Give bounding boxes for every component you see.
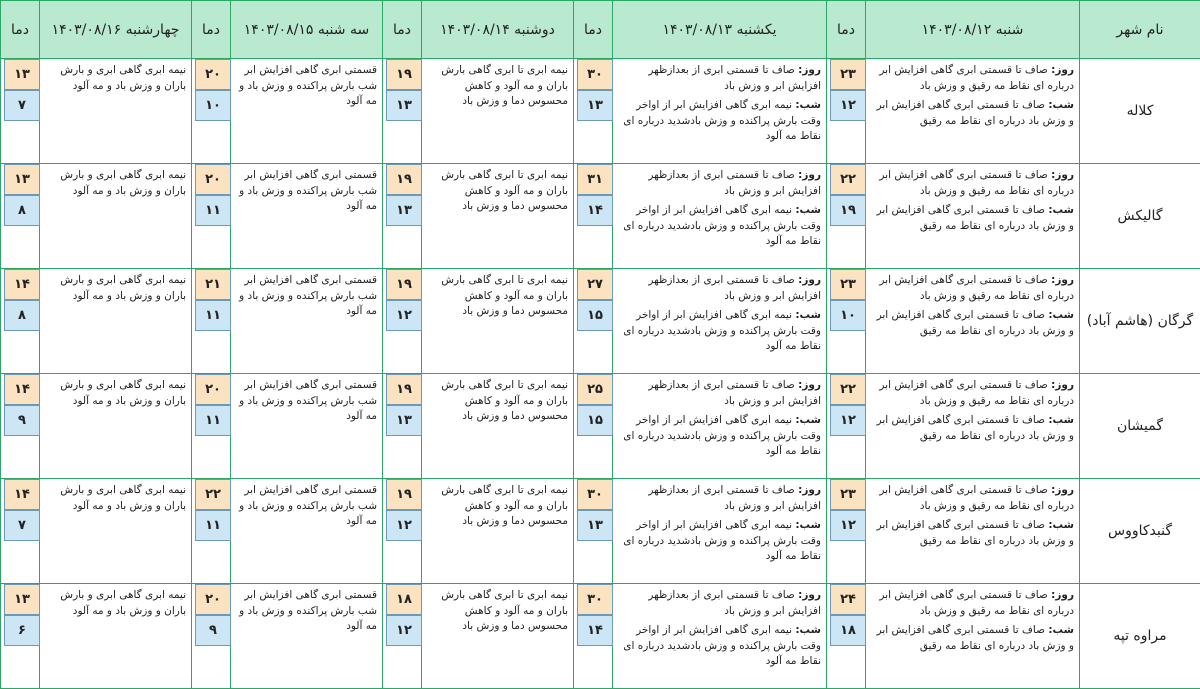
night-forecast [871,413,1074,444]
night-forecast-text: نیمه ابری گاهی افزایش ابر از اواخر وقت بارش پراکنده و وزش بادشدید درباره ای نقاط مه آلود [623,519,821,562]
temperature-cell [192,374,231,479]
min-temperature: ۱۳ [386,90,422,121]
temperature-cell [192,164,231,269]
temperature-cell [383,479,422,584]
day-label: روز: [1051,169,1074,181]
max-temperature: ۱۹ [386,59,422,90]
min-temperature: ۱۴ [577,195,613,226]
temperature-cell [827,59,866,164]
temperature-cell [827,374,866,479]
city-name: گمیشان [1080,374,1200,479]
min-temperature: ۶ [4,615,40,646]
night-forecast [871,98,1074,129]
temperature-cell [827,164,866,269]
min-temperature: ۷ [4,510,40,541]
night-forecast-text: نیمه ابری گاهی افزایش ابر از اواخر وقت بارش پراکنده و وزش بادشدید درباره ای نقاط مه آلود [623,309,821,352]
max-temperature: ۳۰ [577,59,613,90]
city-column-header: نام شهر [1080,1,1200,59]
day-label: روز: [798,64,821,76]
night-forecast [618,413,821,460]
table-row [1,479,1200,584]
temperature-cell [383,59,422,164]
forecast-description-day-5: نیمه ابری گاهی ابری و بارش باران و وزش باد و مه آلود [40,584,192,689]
temperature-cell [574,164,613,269]
forecast-description-day-2 [613,269,827,374]
temperature-cell [1,59,40,164]
night-forecast-text: صاف تا قسمتی ابری گاهی افزایش ابر و وزش باد درباره ای نقاط مه رقیق [877,414,1074,442]
min-temperature: ۱۲ [386,300,422,331]
temperature-cell [574,59,613,164]
max-temperature: ۲۴ [830,584,866,615]
night-label: شب: [795,414,821,426]
day-forecast [618,483,821,514]
min-temperature: ۸ [4,195,40,226]
night-forecast [871,203,1074,234]
min-temperature: ۱۴ [577,615,613,646]
temperature-cell [1,479,40,584]
temperature-cell [1,584,40,689]
forecast-description-day-4: قسمتی ابری گاهی افزایش ابر شب بارش پراکنده و وزش باد و مه آلود [231,374,383,479]
table-row [1,269,1200,374]
min-temperature: ۱۲ [830,510,866,541]
max-temperature: ۲۰ [195,374,231,405]
min-temperature: ۱۱ [195,405,231,436]
table-row [1,374,1200,479]
forecast-description-day-1 [866,269,1080,374]
temp-header: دما [827,1,866,59]
min-temperature: ۱۱ [195,195,231,226]
forecast-description-day-3: نیمه ابری تا ابری گاهی بارش باران و مه آلود و کاهش محسوس دما و وزش باد [422,59,574,164]
max-temperature: ۲۲ [830,164,866,195]
night-forecast [618,308,821,355]
day-forecast-text: صاف تا قسمتی ابری از بعدازظهر افزایش ابر و وزش باد [648,64,821,92]
min-temperature: ۱۳ [577,90,613,121]
day-forecast-text: صاف تا قسمتی ابری گاهی افزایش ابر درباره ای نقاط مه رقیق و وزش باد [879,169,1074,197]
forecast-description-day-3: نیمه ابری تا ابری گاهی بارش باران و مه آلود و کاهش محسوس دما و وزش باد [422,164,574,269]
max-temperature: ۳۰ [577,479,613,510]
night-label: شب: [795,99,821,111]
day-label: روز: [1051,589,1074,601]
max-temperature: ۱۸ [386,584,422,615]
day-label: روز: [1051,379,1074,391]
night-label: شب: [1048,99,1074,111]
max-temperature: ۲۱ [195,269,231,300]
day-forecast-text: صاف تا قسمتی ابری از بعدازظهر افزایش ابر و وزش باد [648,589,821,617]
max-temperature: ۲۳ [830,269,866,300]
city-name: گرگان (هاشم آباد) [1080,269,1200,374]
forecast-description-day-2 [613,584,827,689]
table-header [1,1,1200,59]
night-forecast-text: نیمه ابری گاهی افزایش ابر از اواخر وقت بارش پراکنده و وزش بادشدید درباره ای نقاط مه آلود [623,624,821,667]
forecast-description-day-5: نیمه ابری گاهی ابری و بارش باران و وزش باد و مه آلود [40,374,192,479]
min-temperature: ۸ [4,300,40,331]
min-temperature: ۱۱ [195,300,231,331]
temperature-cell [383,269,422,374]
temperature-cell [192,479,231,584]
day-label: روز: [1051,64,1074,76]
max-temperature: ۱۹ [386,269,422,300]
max-temperature: ۳۱ [577,164,613,195]
night-label: شب: [1048,624,1074,636]
temp-header: دما [574,1,613,59]
night-forecast-text: صاف تا قسمتی ابری گاهی افزایش ابر و وزش باد درباره ای نقاط مه رقیق [877,624,1074,652]
min-temperature: ۷ [4,90,40,121]
max-temperature: ۲۳ [830,59,866,90]
forecast-description-day-5: نیمه ابری گاهی ابری و بارش باران و وزش باد و مه آلود [40,479,192,584]
table-row [1,584,1200,689]
forecast-description-day-1 [866,479,1080,584]
forecast-description-day-3: نیمه ابری تا ابری گاهی بارش باران و مه آلود و کاهش محسوس دما و وزش باد [422,374,574,479]
max-temperature: ۲۵ [577,374,613,405]
night-label: شب: [1048,519,1074,531]
day-forecast-text: صاف تا قسمتی ابری گاهی افزایش ابر درباره ای نقاط مه رقیق و وزش باد [879,484,1074,512]
temperature-cell [1,164,40,269]
forecast-description-day-1 [866,584,1080,689]
min-temperature: ۱۲ [830,405,866,436]
night-forecast-text: صاف تا قسمتی ابری گاهی افزایش ابر و وزش باد درباره ای نقاط مه رقیق [877,99,1074,127]
temperature-cell [574,269,613,374]
table-body [1,59,1200,689]
night-forecast-text: صاف تا قسمتی ابری گاهی افزایش ابر و وزش باد درباره ای نقاط مه رقیق [877,309,1074,337]
day-forecast-text: صاف تا قسمتی ابری گاهی افزایش ابر درباره ای نقاط مه رقیق و وزش باد [879,274,1074,302]
day-forecast [871,588,1074,619]
night-label: شب: [795,519,821,531]
temperature-cell [574,479,613,584]
night-label: شب: [1048,309,1074,321]
day-label: روز: [798,484,821,496]
day-forecast [871,378,1074,409]
min-temperature: ۱۲ [830,90,866,121]
day-2-header: یکشنبه ۱۴۰۳/۰۸/۱۳ [613,1,827,59]
min-temperature: ۱۱ [195,510,231,541]
max-temperature: ۱۳ [4,59,40,90]
city-name: مراوه تپه [1080,584,1200,689]
temp-header: دما [1,1,40,59]
temperature-cell [383,374,422,479]
temperature-cell [574,374,613,479]
min-temperature: ۱۳ [386,195,422,226]
forecast-description-day-3: نیمه ابری تا ابری گاهی بارش باران و مه آلود و کاهش محسوس دما و وزش باد [422,584,574,689]
night-forecast [618,518,821,565]
day-label: روز: [798,274,821,286]
min-temperature: ۱۰ [195,90,231,121]
day-3-header: دوشنبه ۱۴۰۳/۰۸/۱۴ [422,1,574,59]
min-temperature: ۱۹ [830,195,866,226]
forecast-description-day-4: قسمتی ابری گاهی افزایش ابر شب بارش پراکنده و وزش باد و مه آلود [231,269,383,374]
max-temperature: ۲۰ [195,59,231,90]
min-temperature: ۹ [195,615,231,646]
temperature-cell [383,584,422,689]
min-temperature: ۱۲ [386,510,422,541]
day-forecast-text: صاف تا قسمتی ابری گاهی افزایش ابر درباره ای نقاط مه رقیق و وزش باد [879,64,1074,92]
night-label: شب: [1048,204,1074,216]
forecast-description-day-1 [866,164,1080,269]
day-forecast [618,378,821,409]
forecast-description-day-1 [866,374,1080,479]
max-temperature: ۱۴ [4,374,40,405]
forecast-description-day-4: قسمتی ابری گاهی افزایش ابر شب بارش پراکنده و وزش باد و مه آلود [231,584,383,689]
night-label: شب: [795,309,821,321]
night-forecast [871,623,1074,654]
min-temperature: ۱۵ [577,405,613,436]
night-forecast [618,203,821,250]
forecast-description-day-2 [613,374,827,479]
max-temperature: ۱۳ [4,164,40,195]
day-forecast-text: صاف تا قسمتی ابری از بعدازظهر افزایش ابر و وزش باد [648,484,821,512]
max-temperature: ۲۰ [195,164,231,195]
temp-header: دما [383,1,422,59]
day-forecast-text: صاف تا قسمتی ابری از بعدازظهر افزایش ابر و وزش باد [648,274,821,302]
night-forecast-text: نیمه ابری گاهی افزایش ابر از اواخر وقت بارش پراکنده و وزش بادشدید درباره ای نقاط مه آلود [623,414,821,457]
day-forecast-text: صاف تا قسمتی ابری از بعدازظهر افزایش ابر و وزش باد [648,169,821,197]
night-forecast [618,623,821,670]
day-forecast [871,168,1074,199]
night-forecast [618,98,821,145]
day-label: روز: [798,589,821,601]
night-label: شب: [1048,414,1074,426]
forecast-description-day-5: نیمه ابری گاهی ابری و بارش باران و وزش باد و مه آلود [40,59,192,164]
day-label: روز: [798,169,821,181]
temperature-cell [192,59,231,164]
max-temperature: ۲۲ [195,479,231,510]
max-temperature: ۲۳ [830,479,866,510]
temperature-cell [827,479,866,584]
max-temperature: ۱۴ [4,269,40,300]
night-forecast-text: نیمه ابری گاهی افزایش ابر از اواخر وقت بارش پراکنده و وزش بادشدید درباره ای نقاط مه آلود [623,204,821,247]
day-forecast [871,483,1074,514]
forecast-description-day-1 [866,59,1080,164]
max-temperature: ۱۹ [386,374,422,405]
day-label: روز: [1051,484,1074,496]
max-temperature: ۲۲ [830,374,866,405]
min-temperature: ۱۵ [577,300,613,331]
forecast-description-day-4: قسمتی ابری گاهی افزایش ابر شب بارش پراکنده و وزش باد و مه آلود [231,479,383,584]
night-forecast-text: صاف تا قسمتی ابری گاهی افزایش ابر و وزش باد درباره ای نقاط مه رقیق [877,204,1074,232]
city-name: کلاله [1080,59,1200,164]
min-temperature: ۱۳ [577,510,613,541]
temperature-cell [574,584,613,689]
day-forecast-text: صاف تا قسمتی ابری از بعدازظهر افزایش ابر و وزش باد [648,379,821,407]
day-forecast [618,588,821,619]
temperature-cell [1,374,40,479]
day-forecast [618,273,821,304]
header-row [1,1,1200,59]
city-name: گالیکش [1080,164,1200,269]
temperature-cell [192,584,231,689]
min-temperature: ۱۲ [386,615,422,646]
forecast-description-day-2 [613,59,827,164]
forecast-description-day-2 [613,479,827,584]
forecast-description-day-2 [613,164,827,269]
night-forecast-text: نیمه ابری گاهی افزایش ابر از اواخر وقت بارش پراکنده و وزش بادشدید درباره ای نقاط مه آلود [623,99,821,142]
day-label: روز: [1051,274,1074,286]
max-temperature: ۲۰ [195,584,231,615]
max-temperature: ۱۹ [386,479,422,510]
min-temperature: ۱۸ [830,615,866,646]
max-temperature: ۱۹ [386,164,422,195]
night-label: شب: [795,624,821,636]
day-5-header: چهارشنبه ۱۴۰۳/۰۸/۱۶ [40,1,192,59]
night-forecast [871,308,1074,339]
temperature-cell [827,584,866,689]
day-forecast [871,273,1074,304]
forecast-description-day-5: نیمه ابری گاهی ابری و بارش باران و وزش باد و مه آلود [40,269,192,374]
max-temperature: ۱۳ [4,584,40,615]
max-temperature: ۳۰ [577,584,613,615]
city-name: گنبدکاووس [1080,479,1200,584]
forecast-description-day-4: قسمتی ابری گاهی افزایش ابر شب بارش پراکنده و وزش باد و مه آلود [231,164,383,269]
forecast-description-day-3: نیمه ابری تا ابری گاهی بارش باران و مه آلود و کاهش محسوس دما و وزش باد [422,269,574,374]
forecast-description-day-4: قسمتی ابری گاهی افزایش ابر شب بارش پراکنده و وزش باد و مه آلود [231,59,383,164]
day-forecast [618,63,821,94]
day-1-header: شنبه ۱۴۰۳/۰۸/۱۲ [866,1,1080,59]
forecast-description-day-5: نیمه ابری گاهی ابری و بارش باران و وزش باد و مه آلود [40,164,192,269]
day-forecast [618,168,821,199]
temperature-cell [383,164,422,269]
day-forecast [871,63,1074,94]
temperature-cell [827,269,866,374]
night-forecast-text: صاف تا قسمتی ابری گاهی افزایش ابر و وزش باد درباره ای نقاط مه رقیق [877,519,1074,547]
day-forecast-text: صاف تا قسمتی ابری گاهی افزایش ابر درباره ای نقاط مه رقیق و وزش باد [879,589,1074,617]
max-temperature: ۱۴ [4,479,40,510]
table-row [1,59,1200,164]
max-temperature: ۲۷ [577,269,613,300]
temperature-cell [192,269,231,374]
min-temperature: ۹ [4,405,40,436]
night-label: شب: [795,204,821,216]
forecast-description-day-3: نیمه ابری تا ابری گاهی بارش باران و مه آلود و کاهش محسوس دما و وزش باد [422,479,574,584]
min-temperature: ۱۰ [830,300,866,331]
temp-header: دما [192,1,231,59]
day-4-header: سه شنبه ۱۴۰۳/۰۸/۱۵ [231,1,383,59]
temperature-cell [1,269,40,374]
min-temperature: ۱۳ [386,405,422,436]
day-label: روز: [798,379,821,391]
day-forecast-text: صاف تا قسمتی ابری گاهی افزایش ابر درباره ای نقاط مه رقیق و وزش باد [879,379,1074,407]
night-forecast [871,518,1074,549]
table-row [1,164,1200,269]
